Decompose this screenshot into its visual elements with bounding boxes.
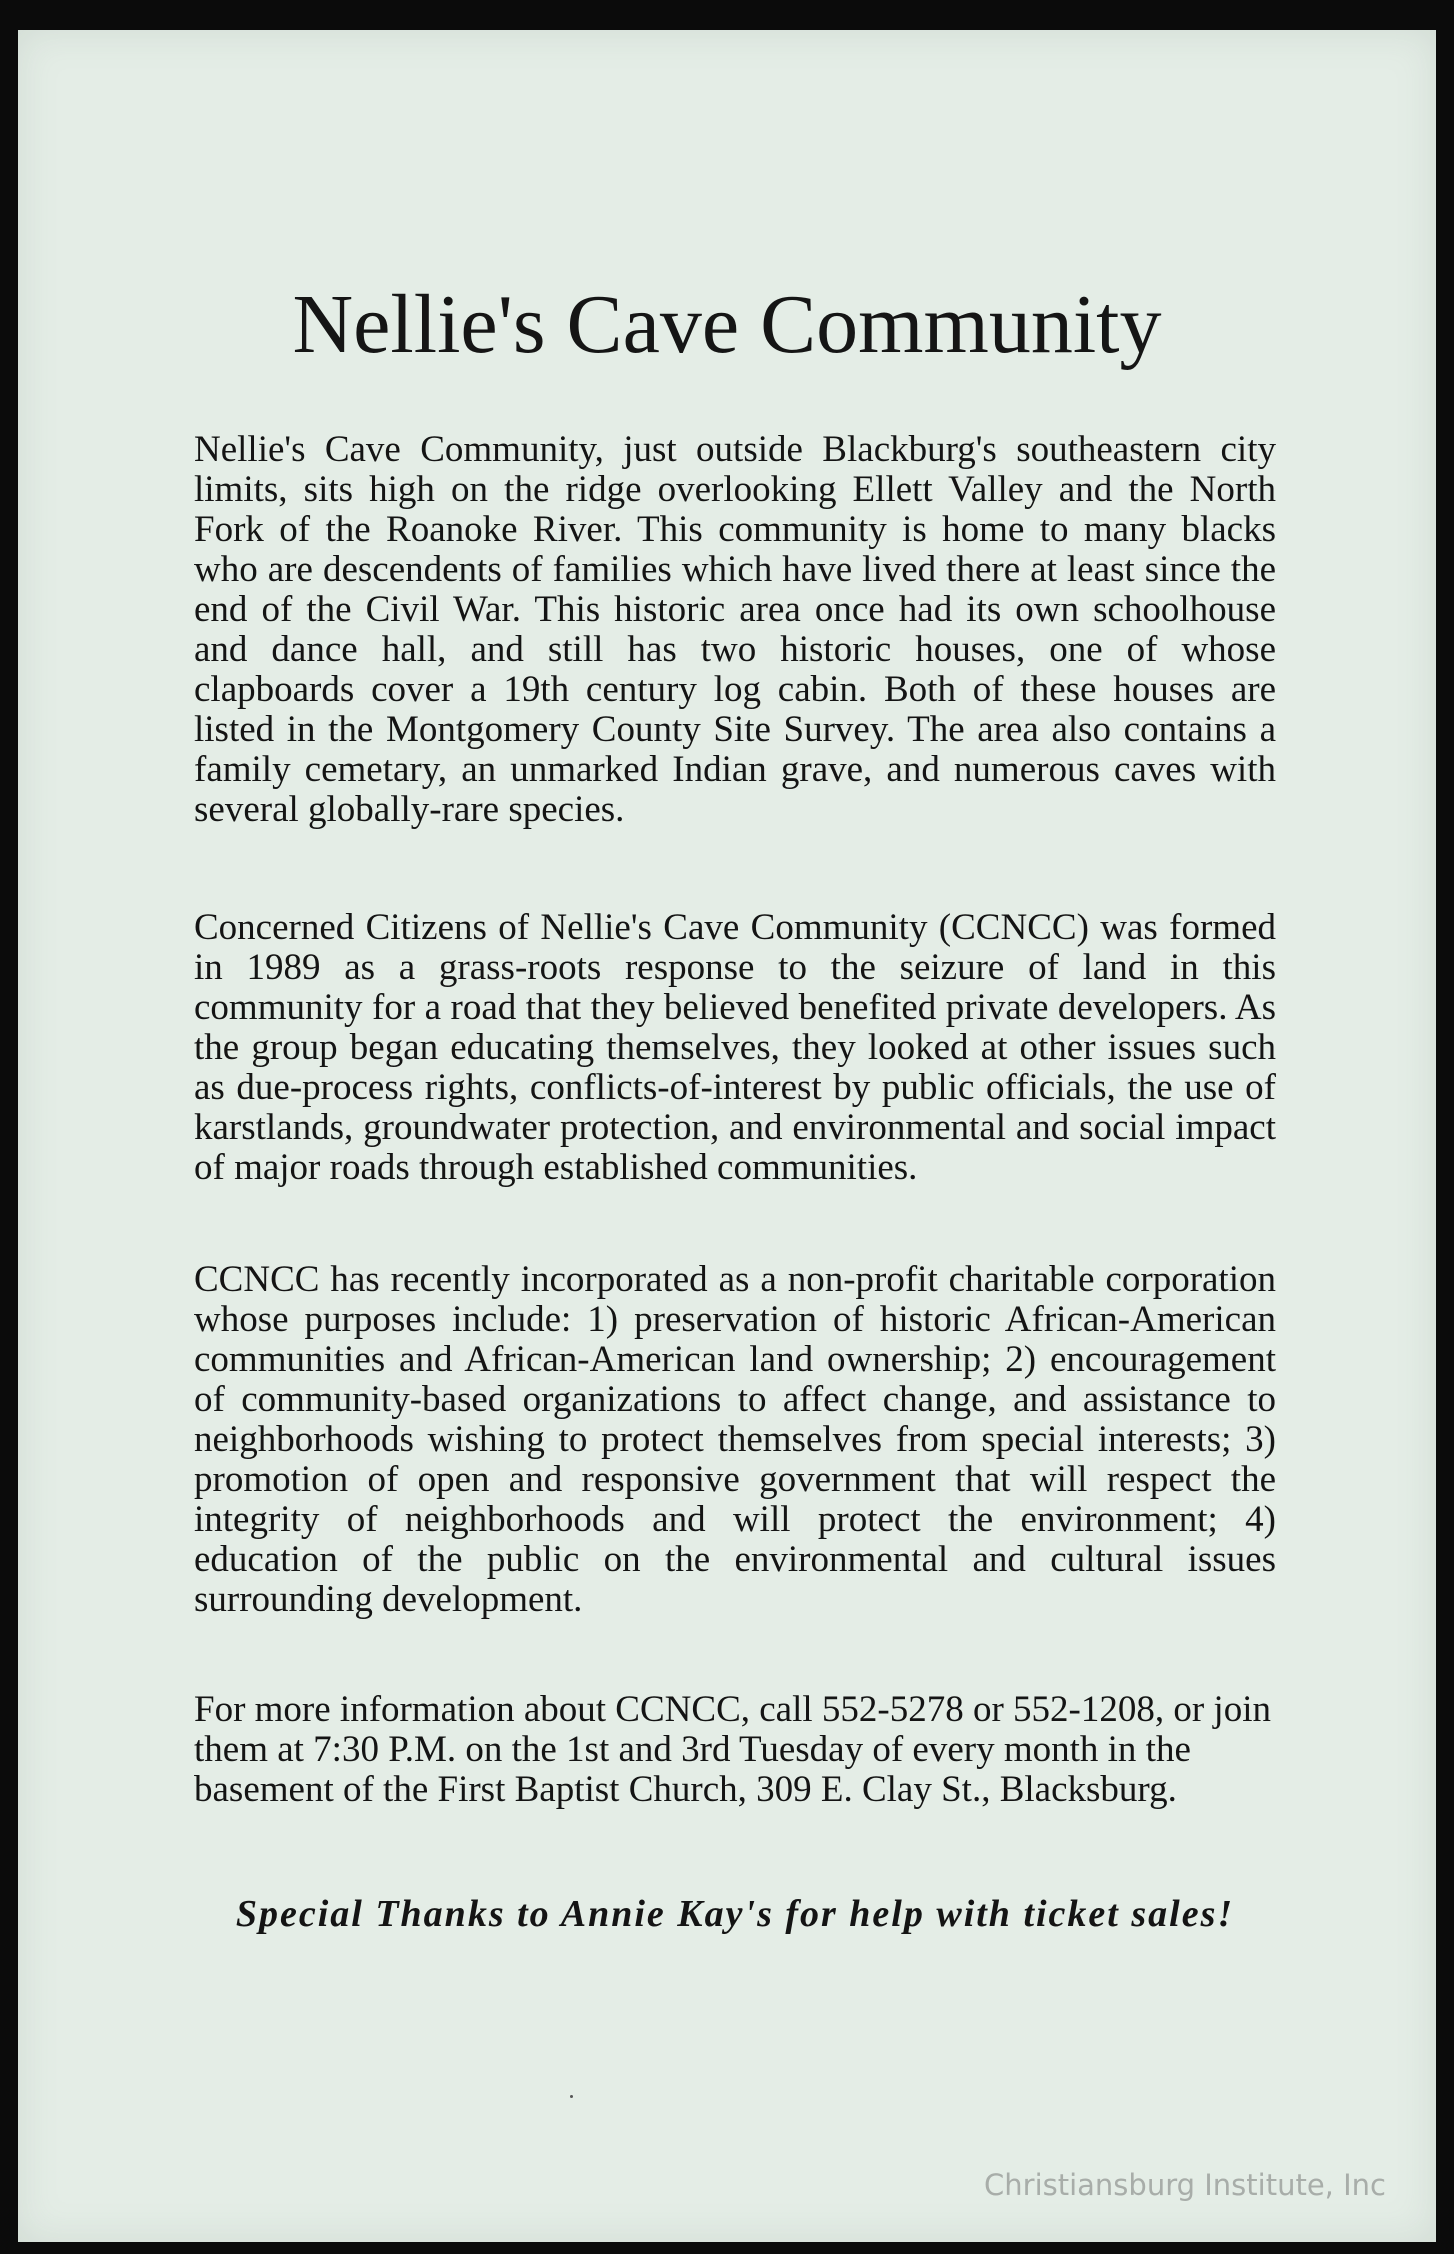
paragraph-ccncc-purposes: CCNCC has recently incorporated as a non-profit charitable corporation whose purposes include: 1) preservation of historic African-American communities and African-American land ownership; 2) encouragement of community-based organizations to affect change, and assistance to neighborhoods wishing to protect themselves from special interests; 3) promotion of open and responsive government that will respect the integrity of neighborhoods and will protect the environment; 4) education of the public on the environmental and cultural issues surrounding development. — [194, 1259, 1276, 1620]
archive-watermark: Christiansburg Institute, Inc — [984, 2168, 1386, 2202]
paragraph-ccncc-formation: Concerned Citizens of Nellie's Cave Community (CCNCC) was formed in 1989 as a grass-roots response to the seizure of land in this community for a road that they believed benefited private developers. As the group began educating themselves, they looked at other issues such as due-process rights, conflicts-of-interest by public officials, the use of karstlands, groundwater protection, and environmental and social impact of major roads through established communities. — [194, 907, 1276, 1188]
paragraph-community-history: Nellie's Cave Community, just outside Blackburg's southeastern city limits, sits high on the ridge overlooking Ellett Valley and the North Fork of the Roanoke River. This community is home to many blacks who are descendents of families which have lived there at least since the end of the Civil War. This historic area once had its own schoolhouse and dance hall, and still has two historic houses, one of whose clapboards cover a 19th century log cabin. Both of these houses are listed in the Montgomery County Site Survey. The area also contains a family cemetary, an unmarked Indian grave, and numerous caves with several globally-rare species. — [194, 429, 1276, 830]
document-page — [18, 30, 1436, 2242]
document-title: Nellie's Cave Community — [292, 278, 1162, 371]
special-thanks-note: Special Thanks to Annie Kay's for help with ticket sales! — [235, 1893, 1235, 1935]
paper-speck — [570, 2095, 573, 2098]
paragraph-contact-info: For more information about CCNCC, call 552-5278 or 552-1208, or join them at 7:30 P.M. on the 1st and 3rd Tuesday of every month in the basement of the First Baptist Church, 309 E. Clay St., Blacksburg. — [194, 1689, 1271, 1810]
